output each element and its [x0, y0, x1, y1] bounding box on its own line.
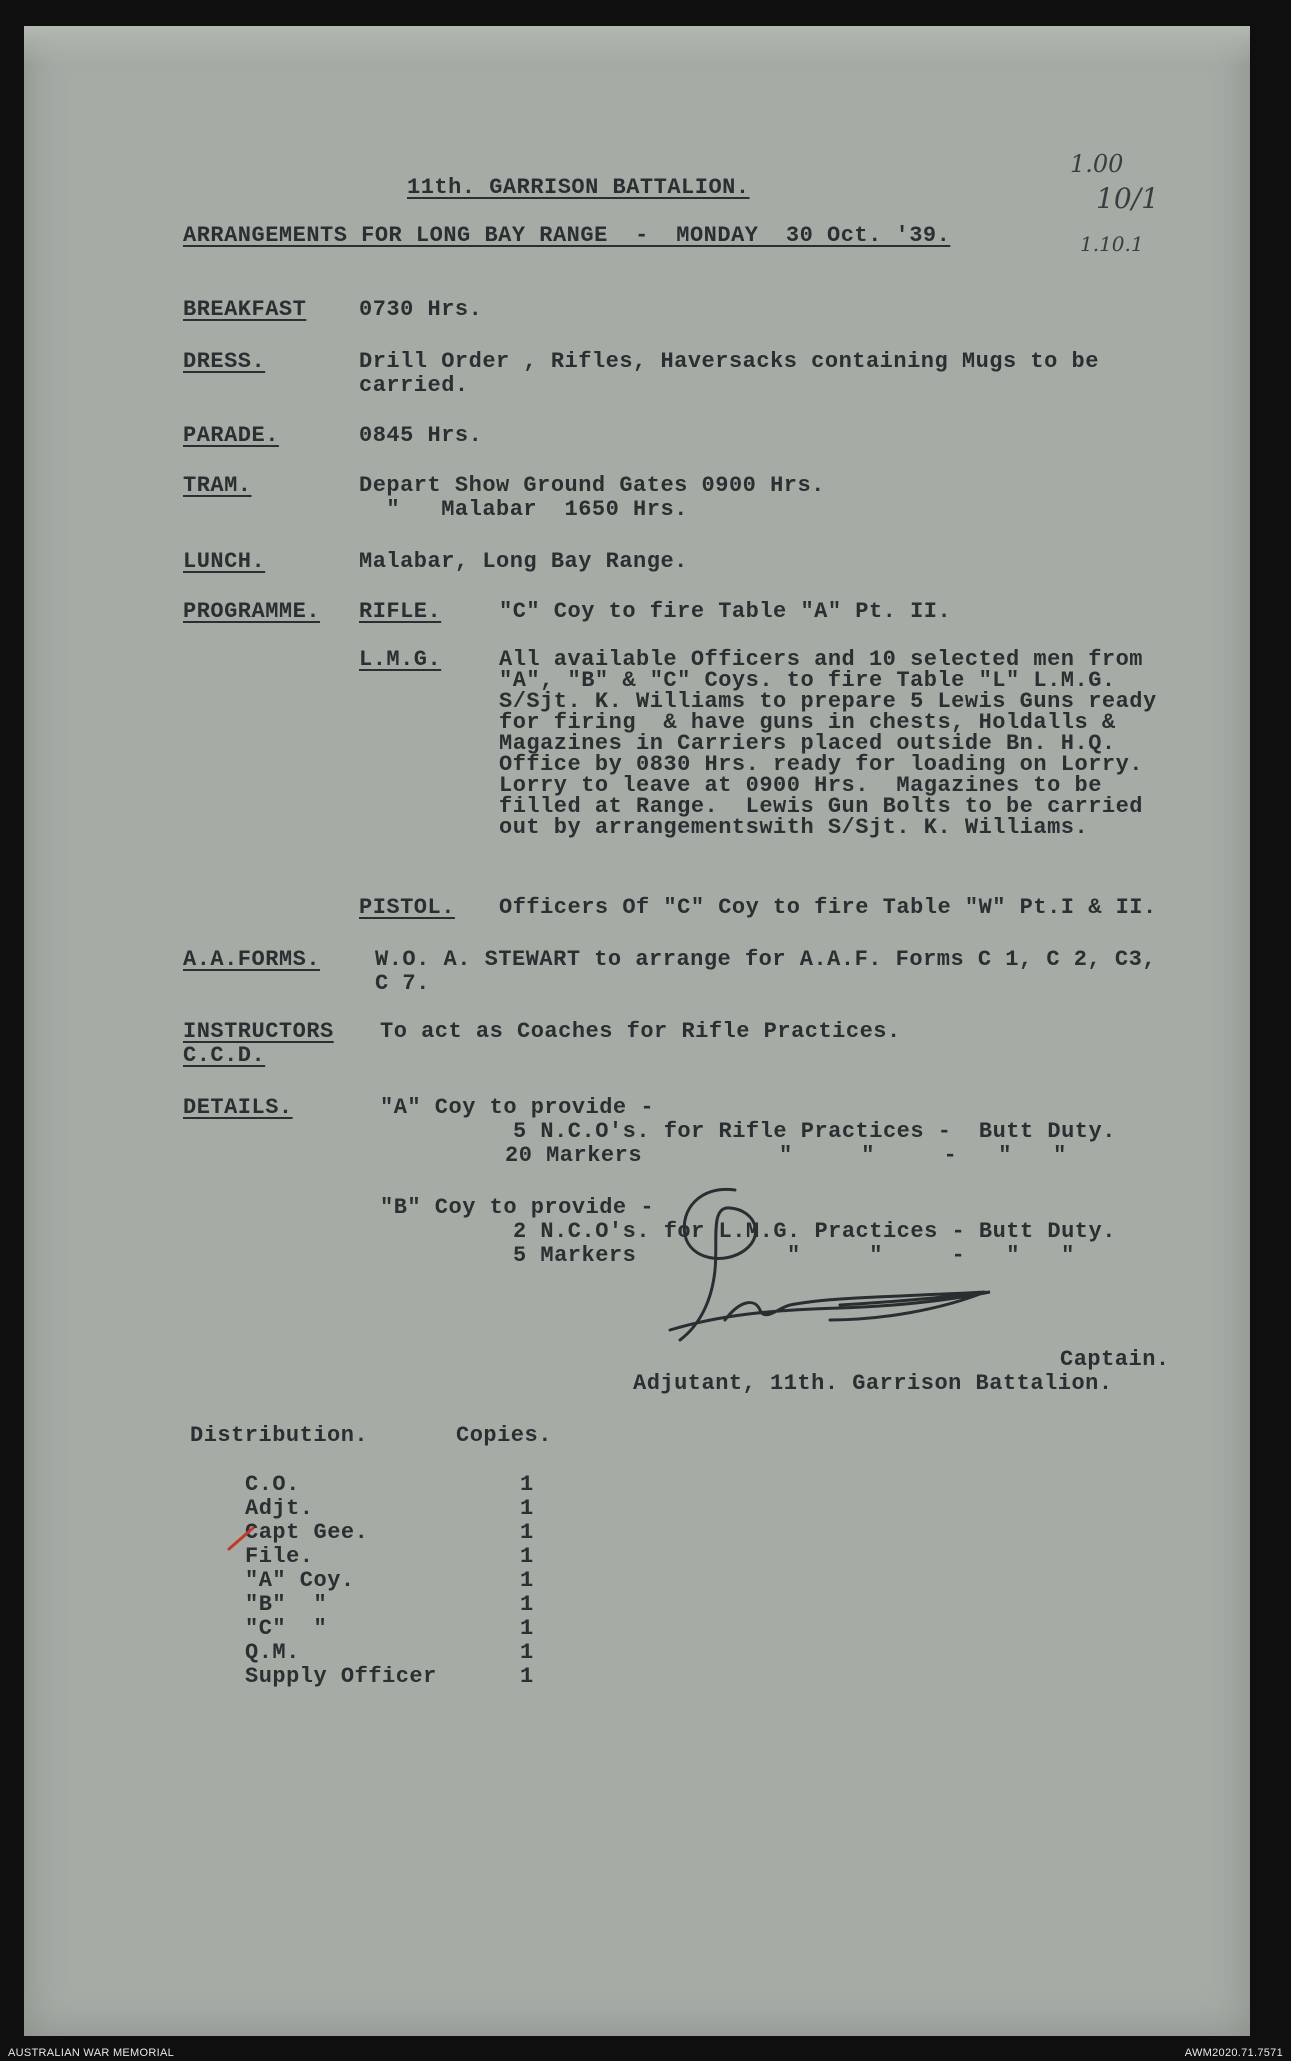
- distribution-row-name: Supply Officer: [245, 1664, 437, 1689]
- lmg-line: for firing & have guns in chests, Holdalls &: [499, 710, 1116, 735]
- distribution-row-name: Capt Gee.: [245, 1520, 369, 1545]
- parade-text: 0845 Hrs.: [359, 423, 483, 448]
- details-b-line-1: 2 N.C.O's. for L.M.G. Practices - Butt Duty.: [513, 1219, 1116, 1244]
- instructors-label: INSTRUCTORS: [183, 1019, 334, 1044]
- paper-edge: [24, 26, 1250, 66]
- lmg-line: Lorry to leave at 0900 Hrs. Magazines to be: [499, 773, 1102, 798]
- details-a-head: "A" Coy to provide -: [380, 1095, 655, 1120]
- pistol-text: Officers Of "C" Coy to fire Table "W" Pt.I & II.: [499, 895, 1157, 920]
- rifle-text: "C" Coy to fire Table "A" Pt. II.: [499, 599, 952, 624]
- details-b-line-2: 5 Markers " " - " ": [513, 1243, 1075, 1268]
- lmg-line: filled at Range. Lewis Gun Bolts to be carried: [499, 794, 1144, 819]
- footer-accession-number: AWM2020.71.7571: [1184, 2047, 1283, 2059]
- distribution-row-name: C.O.: [245, 1472, 300, 1497]
- lunch-label: LUNCH.: [183, 549, 266, 574]
- lmg-line: Office by 0830 Hrs. ready for loading on Lorry.: [499, 752, 1144, 777]
- distribution-row-copies: 1: [520, 1544, 534, 1569]
- aa-forms-line-2: C 7.: [375, 971, 430, 996]
- handwritten-note-3: 1.10.1: [1080, 232, 1144, 256]
- parade-label: PARADE.: [183, 423, 279, 448]
- aa-forms-label: A.A.FORMS.: [183, 947, 321, 972]
- details-a-line-2: 20 Markers " " - " ": [505, 1143, 1067, 1168]
- distribution-row-copies: 1: [520, 1520, 534, 1545]
- distribution-row-copies: 1: [520, 1472, 534, 1497]
- lmg-line: Magazines in Carriers placed outside Bn. H.Q.: [499, 731, 1116, 756]
- lmg-label: L.M.G.: [359, 647, 442, 672]
- distribution-row-copies: 1: [520, 1496, 534, 1521]
- dress-line-2: carried.: [359, 373, 469, 398]
- distribution-row-name: "C" ": [245, 1616, 328, 1641]
- distribution-row-copies: 1: [520, 1640, 534, 1665]
- pistol-label: PISTOL.: [359, 895, 455, 920]
- distribution-row-name: Q.M.: [245, 1640, 300, 1665]
- lmg-line: "A", "B" & "C" Coys. to fire Table "L" L.M.G.: [499, 668, 1116, 693]
- tram-line-1: Depart Show Ground Gates 0900 Hrs.: [359, 473, 825, 498]
- signature-rank: Captain.: [1060, 1347, 1170, 1372]
- programme-label: PROGRAMME.: [183, 599, 321, 624]
- details-b-head: "B" Coy to provide -: [380, 1195, 655, 1220]
- breakfast-text: 0730 Hrs.: [359, 297, 483, 322]
- footer-credit: AUSTRALIAN WAR MEMORIAL: [8, 2047, 175, 2059]
- ccd-label: C.C.D.: [183, 1043, 266, 1068]
- handwritten-note-2: 10/1: [1096, 182, 1159, 215]
- distribution-row-name: "B" ": [245, 1592, 328, 1617]
- aa-forms-line-1: W.O. A. STEWART to arrange for A.A.F. Forms C 1, C 2, C3,: [375, 947, 1157, 972]
- tram-line-2: " Malabar 1650 Hrs.: [359, 497, 688, 522]
- red-tick-mark: [226, 1525, 256, 1551]
- lmg-line: All available Officers and 10 selected men from: [499, 647, 1144, 672]
- distribution-row-name: "A" Coy.: [245, 1568, 355, 1593]
- breakfast-label: BREAKFAST: [183, 297, 307, 322]
- lunch-text: Malabar, Long Bay Range.: [359, 549, 688, 574]
- tram-label: TRAM.: [183, 473, 252, 498]
- dress-line-1: Drill Order , Rifles, Haversacks containing Mugs to be: [359, 349, 1099, 374]
- distribution-row-copies: 1: [520, 1568, 534, 1593]
- lmg-line: S/Sjt. K. Williams to prepare 5 Lewis Guns ready: [499, 689, 1157, 714]
- instructors-text: To act as Coaches for Rifle Practices.: [380, 1019, 901, 1044]
- subtitle: ARRANGEMENTS FOR LONG BAY RANGE - MONDAY 30 Oct. '39.: [183, 223, 951, 248]
- details-label: DETAILS.: [183, 1095, 293, 1120]
- distribution-row-copies: 1: [520, 1592, 534, 1617]
- copies-header: Copies.: [456, 1423, 552, 1448]
- details-a-line-1: 5 N.C.O's. for Rifle Practices - Butt Duty.: [513, 1119, 1116, 1144]
- distribution-row-copies: 1: [520, 1616, 534, 1641]
- distribution-row-name: File.: [245, 1544, 314, 1569]
- distribution-header: Distribution.: [190, 1423, 369, 1448]
- handwritten-note-1: 1.00: [1070, 150, 1124, 178]
- dress-label: DRESS.: [183, 349, 266, 374]
- distribution-row-name: Adjt.: [245, 1496, 314, 1521]
- rifle-label: RIFLE.: [359, 599, 442, 624]
- distribution-row-copies: 1: [520, 1664, 534, 1689]
- signature-position: Adjutant, 11th. Garrison Battalion.: [633, 1371, 1113, 1396]
- lmg-line: out by arrangementswith S/Sjt. K. Williams.: [499, 815, 1089, 840]
- unit-title: 11th. GARRISON BATTALION.: [407, 175, 750, 200]
- signature: [640, 1180, 1000, 1350]
